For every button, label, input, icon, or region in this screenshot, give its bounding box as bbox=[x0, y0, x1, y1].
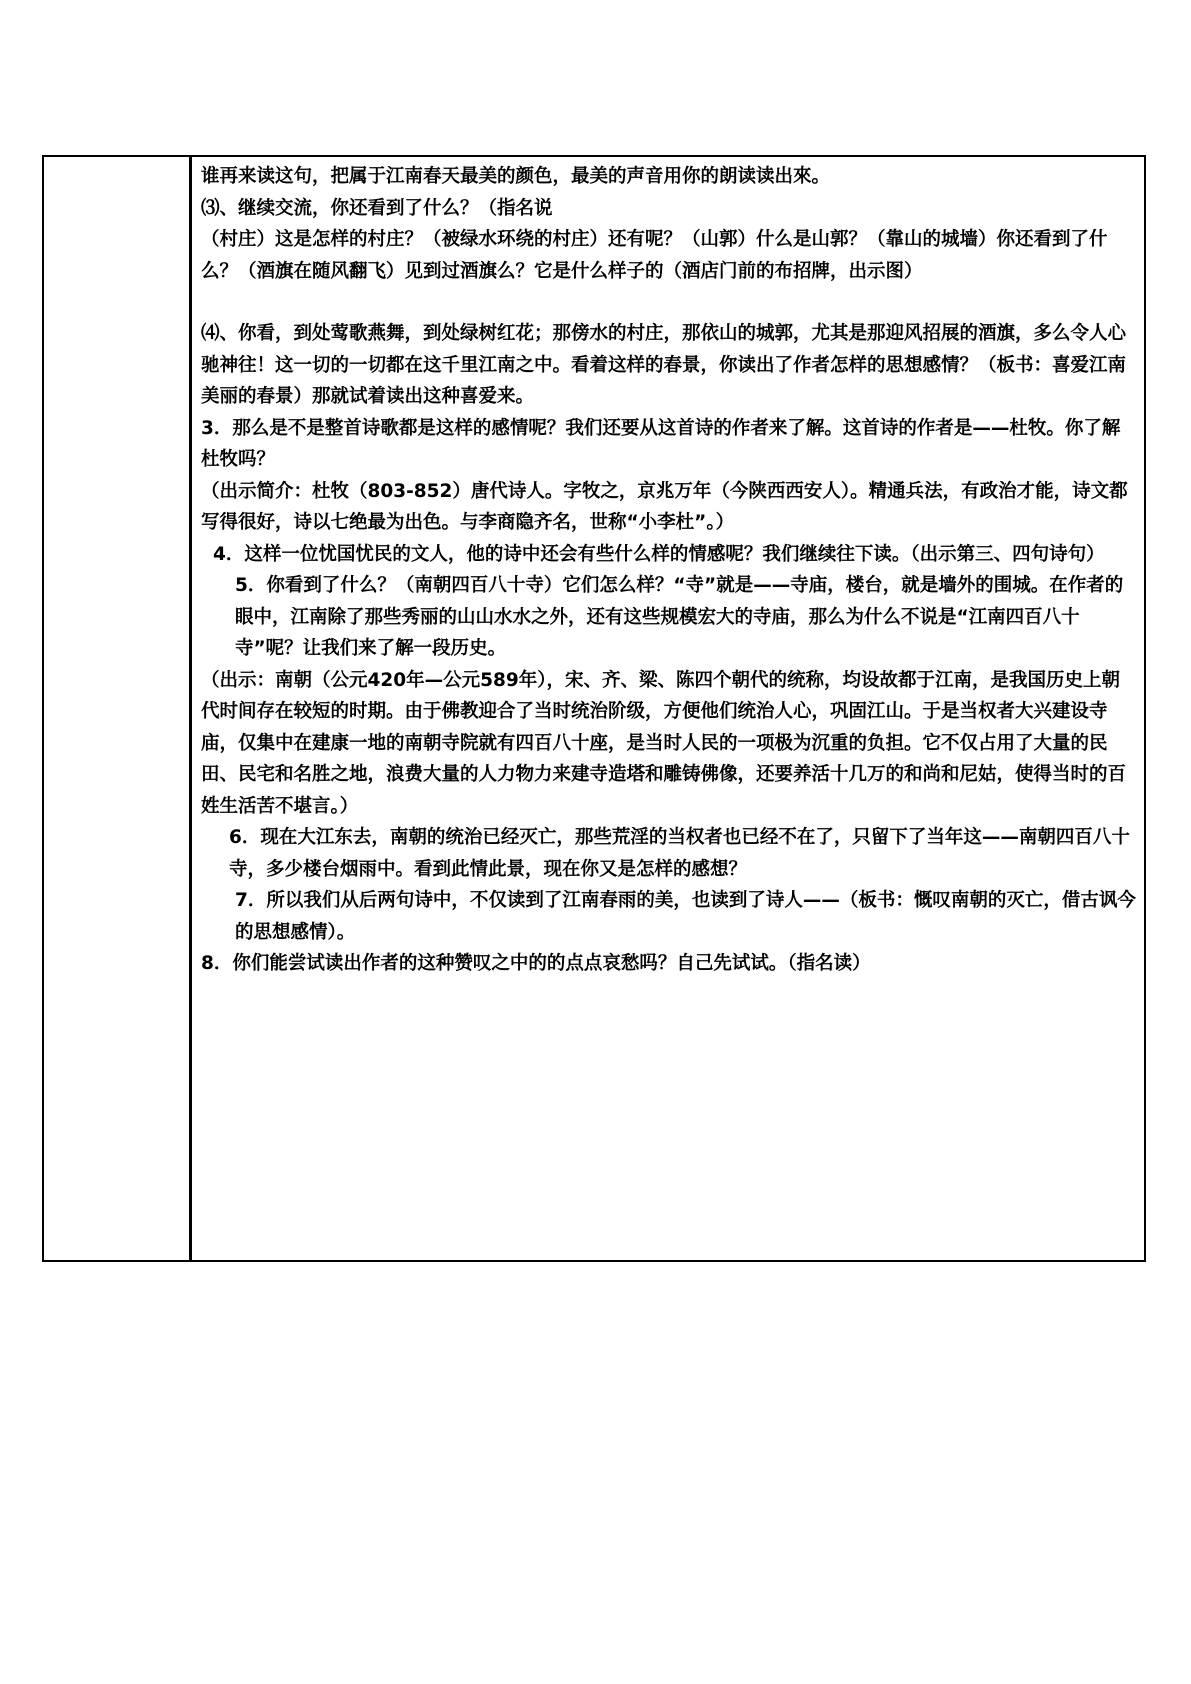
content-cell bbox=[201, 161, 1136, 980]
paragraph-item-4: 4．这样一位忧国忧民的文人，他的诗中还会有些什么样的情感呢？我们继续往下读。（出示第三、四句诗句） bbox=[213, 543, 1105, 565]
paragraph-read-again: 谁再来读这句，把属于江南春天最美的颜色，最美的声音用你的朗读读出來。 bbox=[201, 166, 831, 187]
paragraph-item-8: 8．你们能尝试读出作者的这种赞叹之中的的点点哀愁吗？自己先试试。（指名读） bbox=[201, 953, 871, 974]
lesson-table bbox=[42, 155, 1146, 1262]
paragraph-spring-scene: ⑷、你看，到处莺歌燕舞，到处绿树红花；那傍水的村庄，那依山的城郭，尤其是那迎风招展的酒旗，多么令人心驰神往！这一切的一切都在这千里江南之中。看着这样的春景，你读出了作者怎样的思想感情？（板书：喜爱江南美丽的春景）那就试着读出这种喜爱来。 bbox=[201, 323, 1127, 407]
paragraph-item-6: 6．现在大江东去，南朝的统治已经灭亡，那些荒淫的当权者也已经不在了，只留下了当年这——南朝四百八十寺，多少楼台烟雨中。看到此情此景，现在你又是怎样的感想？ bbox=[229, 827, 1130, 880]
paragraph-author-question: 3．那么是不是整首诗歌都是这样的感情呢？我们还要从这首诗的作者来了解。这首诗的作者是——杜牧。你了解杜牧吗？ bbox=[201, 417, 1121, 470]
paragraph-item-7: 7．所以我们从后两句诗中，不仅读到了江南春雨的美，也读到了诗人——（板书：慨叹南朝的灭亡，借古讽今的思想感情）。 bbox=[235, 890, 1136, 943]
paragraph-continue-discuss: ⑶、继续交流，你还看到了什么？（指名说 bbox=[201, 197, 553, 219]
paragraph-item-5: 5．你看到了什么？（南朝四百八十寺）它们怎么样？“寺”就是——寺庙，楼台，就是墙外的围城。在作者的眼中，江南除了那些秀丽的山山水水之外，还有这些规模宏大的寺庙，那么为什么不说是“江南四百八十寺”呢？让我们来了解一段历史。 bbox=[235, 575, 1124, 659]
paragraph-southern-dynasties: （出示：南朝（公元420年—公元589年），宋、齐、梁、陈四个朝代的统称，均设故都于江南，是我国历史上朝代时间存在较短的时期。由于佛教迎合了当时统治阶级，方便他们统治人心，巩固江山。于是当权者大兴建设寺庙，仅集中在建康一地的南朝寺院就有四百八十座，是当时人民的一项极为沉重的负担。它不仅占用了大量的民田、民宅和名胜之地，浪费大量的人力物力来建寺造塔和雕铸佛像，还要养活十几万的和尚和尼姑，使得当时的百姓生活苦不堪言。） bbox=[201, 669, 1127, 817]
paragraph-village: （村庄）这是怎样的村庄？（被绿水环绕的村庄）还有呢？（山郭）什么是山郭？（靠山的城墙）你还看到了什么？（酒旗在随风翻飞）见到过酒旗么？它是什么样子的（酒店门前的布招牌，出示图） bbox=[201, 229, 1108, 282]
left-column-cell bbox=[44, 157, 192, 1260]
blank-line bbox=[201, 287, 1136, 318]
paragraph-dumu-intro: （出示简介：杜牧（803-852）唐代诗人。字牧之，京兆万年（今陕西西安人）。精通兵法，有政治才能，诗文都写得很好，诗以七绝最为出色。与李商隐齐名，世称“小李杜”。） bbox=[201, 480, 1128, 533]
